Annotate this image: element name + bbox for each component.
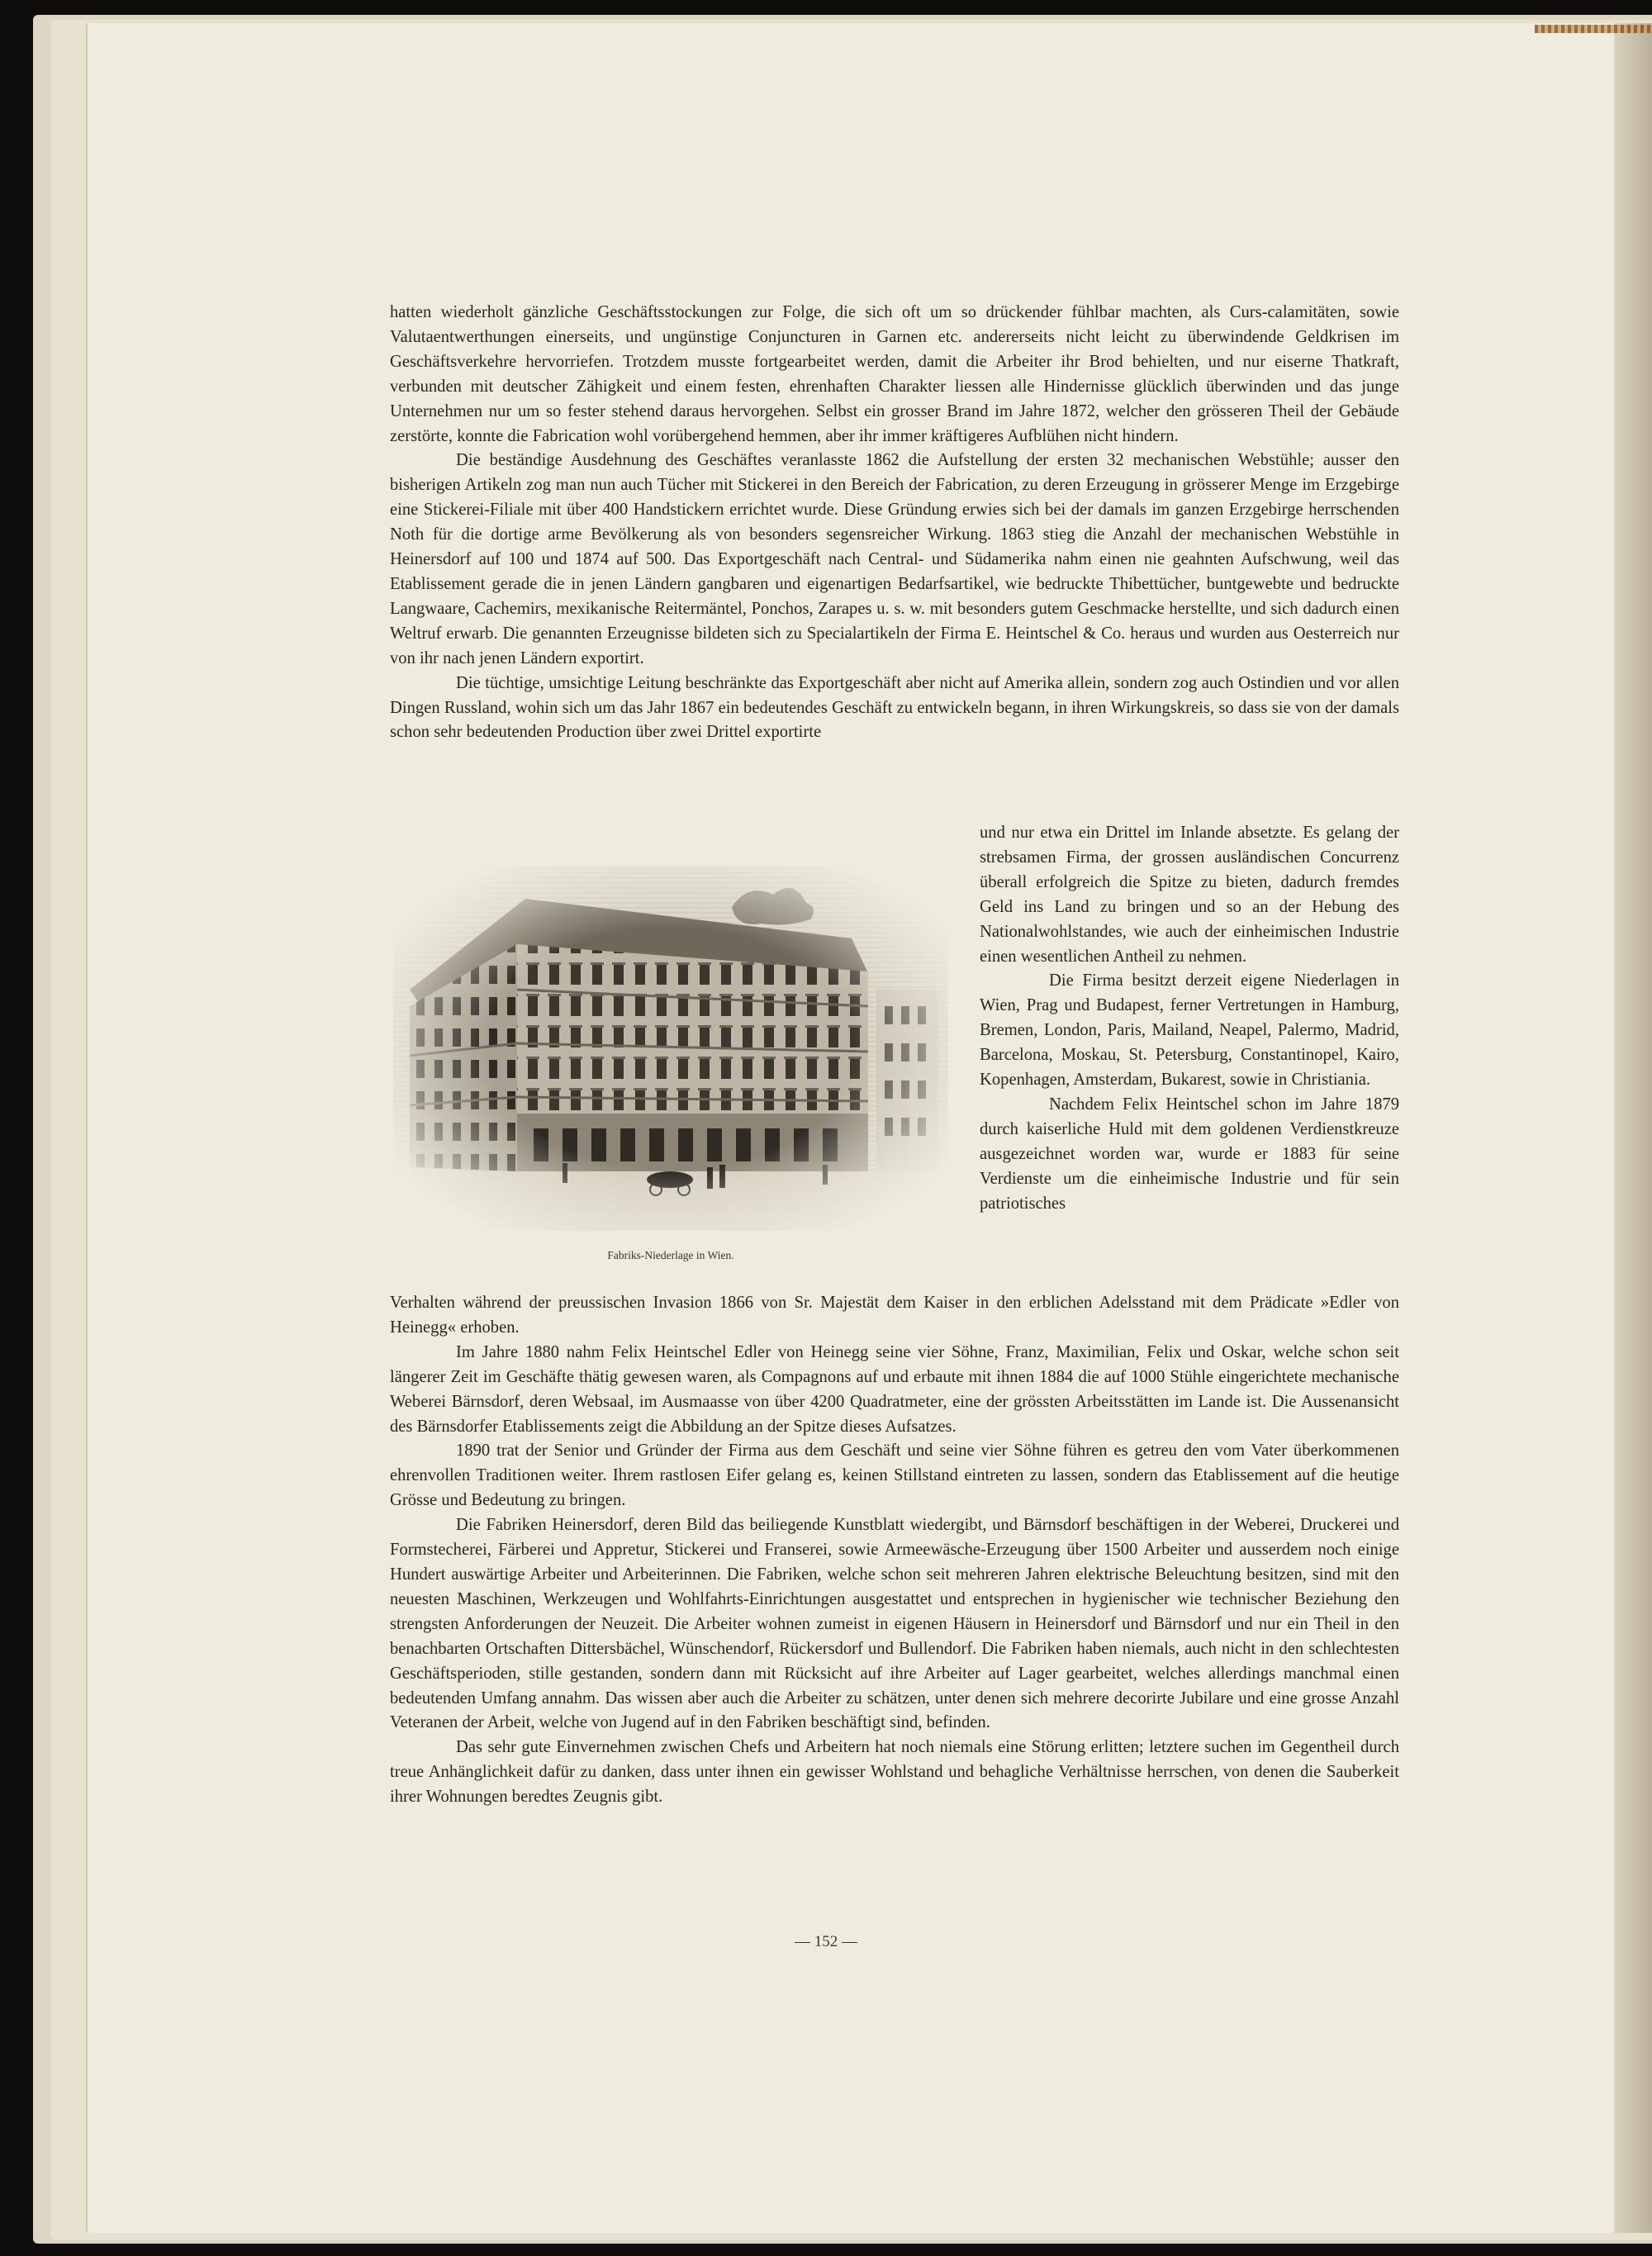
page-number: — 152 — xyxy=(795,1933,857,1950)
paragraph: Im Jahre 1880 nahm Felix Heintschel Edler von Heinegg seine vier Söhne, Franz, Maximilian, Felix und Oskar, welche schon seit längerer Zeit im Geschäfte thätig gewesen waren, als Compagnons auf und erbaute mit ihnen 1884 die auf 1000 Stühle eingerichtete mechanische Weberei Bärnsdorf, deren Websaal, im Ausmaasse von über 4200 Quadratmeter, eine der grössten Arbeitsstätten im Lande ist. Die Aussenansicht des Bärnsdorfer Etablissements zeigt die Abbildung an der Spitze dieses Aufsatzes. xyxy=(390,1342,1399,1436)
paragraph: hatten wiederholt gänzliche Geschäftsstockungen zur Folge, die sich oft um so drückender fühlbar machten, als Curs-calamitäten, sowie Valutaentwerthungen einerseits, und ungünstige Conjuncturen in Garnen etc. andererseits nicht leicht zu überwindende Geldkrisen im Geschäftsverkehre hervorriefen. Trotzdem musste fortgearbeitet werden, damit die Arbeiter ihr Brod behielten, und nur eiserne Thatkraft, verbunden mit deutscher Zähigkeit und einem festen, ehrenhaften Charakter liessen alle Hindernisse glücklich überwinden und das junge Unternehmen nur um so fester stehend daraus hervorgehen. Selbst ein grosser Brand im Jahre 1872, welcher den grösseren Theil der Gebäude zerstörte, konnte die Fabrication wohl vorübergehend hemmen, aber ihr immer kräftigeres Aufblühen nicht hindern. xyxy=(390,303,1399,445)
paragraph: Verhalten während der preussischen Invasion 1866 von Sr. Majestät dem Kaiser in den erblichen Adelsstand mit dem Prädicate »Edler von Heinegg« erhoben. xyxy=(390,1294,1399,1337)
paragraph: Die Fabriken Heinersdorf, deren Bild das beiliegende Kunstblatt wiedergibt, und Bärnsdorf beschäftigen in der Weberei, Druckerei und Formstecherei, Färberei und Appretur, Stickerei und Franserei, sowie Armeewäsche-Erzeugung über 1500 Arbeiter und ausserdem noch einige Hundert auswärtige Arbeiter und Arbeiterinnen. Die Fabriken, welche schon seit mehreren Jahren elektrische Beleuchtung besitzen, sind mit den neuesten Maschinen, Werkzeugen und Wohlfahrts-Einrichtungen ausgestattet und entsprechen in hygienischer wie technischer Beziehung den strengsten Anforderungen der Neuzeit. Die Arbeiter wohnen zumeist in eigenen Häusern in Heinersdorf und Bärnsdorf und nur ein Theil in den benachbarten Ortschaften Dittersbächel, Wünschendorf, Rückersdorf und Bullendorf. Die Fabriken haben niemals, auch nicht in den schlechtesten Geschäftsperioden, stille gestanden, sondern dann mit Rücksicht auf ihre Arbeiter auf Lager gearbeitet, welches allerdings manchmal einen bedeutenden Umfang annahm. Das wissen aber auch die Arbeiter zu schätzen, unter denen sich mehrere decorirte Jubilare und eine grosse Anzahl Veteranen der Arbeit, welche von Jugend auf in den Fabriken beschäftigt sind, befinden. xyxy=(390,1516,1399,1732)
text-column-right xyxy=(980,821,1399,1217)
text-block-bottom xyxy=(390,1291,1399,1810)
page-right-edge xyxy=(1614,23,1652,2233)
paragraph: Die Firma besitzt derzeit eigene Niederlagen in Wien, Prag und Budapest, ferner Vertretungen in Hamburg, Bremen, London, Paris, Mailand, Neapel, Palermo, Madrid, Barcelona, Moskau, St. Petersburg, Constantinopel, Kairo, Kopenhagen, Amsterdam, Bukarest, sowie in Christiania. xyxy=(980,971,1399,1090)
figure-caption: Fabriks-Niederlage in Wien. xyxy=(607,1249,734,1261)
paragraph: und nur etwa ein Drittel im Inlande absetzte. Es gelang der strebsamen Firma, der grossen ausländischen Concurrenz überall erfolgreich die Spitze zu bieten, dadurch fremdes Geld ins Land zu bringen und so an der Hebung des Nationalwohlstandes, wie auch der einheimischen Industrie einen wesentlichen Antheil zu nehmen. xyxy=(980,824,1399,966)
paragraph: Die beständige Ausdehnung des Geschäftes veranlasste 1862 die Aufstellung der ersten 32 mechanischen Webstühle; ausser den bisherigen Artikeln zog man nun auch Tücher mit Stickerei in den Bereich der Fabrication, zu deren Erzeugung in grösserer Menge im Erzgebirge eine Stickerei-Filiale mit über 400 Handstickern errichtet wurde. Diese Gründung erwies sich bei der damals im ganzen Erzgebirge herrschenden Noth für die dortige arme Bevölkerung als von besonders segensreicher Wirkung. 1863 stieg die Anzahl der mechanischen Webstühle in Heinersdorf auf 100 und 1874 auf 500. Das Exportgeschäft nach Central- und Südamerika nahm einen nie geahnten Aufschwung, weil das Etablissement gerade die in jenen Ländern gangbaren und eigenartigen Bedarfsartikel, wie bedruckte Thibettücher, buntgewebte und bedruckte Langwaare, Cachemirs, mexikanische Reitermäntel, Ponchos, Zarapes u. s. w. mit besonders gutem Geschmacke herstellte, und sich dadurch einen Weltruf erwarb. Die genannten Erzeugnisse bildeten sich zu Specialartikeln der Firma E. Heintschel & Co. heraus und wurden aus Oesterreich nur von ihr nach jenen Ländern exportirt. xyxy=(390,451,1399,667)
building-engraving xyxy=(393,866,948,1231)
paragraph: Die tüchtige, umsichtige Leitung beschränkte das Exportgeschäft aber nicht auf Amerika allein, sondern zog auch Ostindien und vor allen Dingen Russland, wohin sich um das Jahr 1867 ein bedeutendes Geschäft zu entwickeln begann, in ihren Wirkungskreis, so dass sie von der damals schon sehr bedeutenden Production über zwei Drittel exportirte xyxy=(390,673,1399,742)
paragraph: Nachdem Felix Heintschel schon im Jahre 1879 durch kaiserliche Huld mit dem goldenen Verdienstkreuze ausgezeichnet worden war, wurde er 1883 für seine Verdienste um die einheimische Industrie und für sein patriotisches xyxy=(980,1095,1399,1213)
bookmark-ribbon xyxy=(1535,25,1652,33)
text-block-top xyxy=(390,301,1399,745)
paragraph: Das sehr gute Einvernehmen zwischen Chefs und Arbeitern hat noch niemals eine Störung erlitten; letztere suchen im Gegentheil durch treue Anhänglichkeit dafür zu danken, dass unter ihnen ein gewisser Wohlstand und behagliche Verhältnisse herrschen, von denen die Sauberkeit ihrer Wohnungen beredtes Zeugnis gibt. xyxy=(390,1738,1399,1807)
paragraph: 1890 trat der Senior und Gründer der Firma aus dem Geschäft und seine vier Söhne führen es getreu den vom Vater überkommenen ehrenvollen Traditionen weiter. Ihrem rastlosen Eifer gelang es, keinen Stillstand eintreten zu lassen, sondern das Etablissement auf die heutige Grösse und Bedeutung zu bringen. xyxy=(390,1441,1399,1510)
